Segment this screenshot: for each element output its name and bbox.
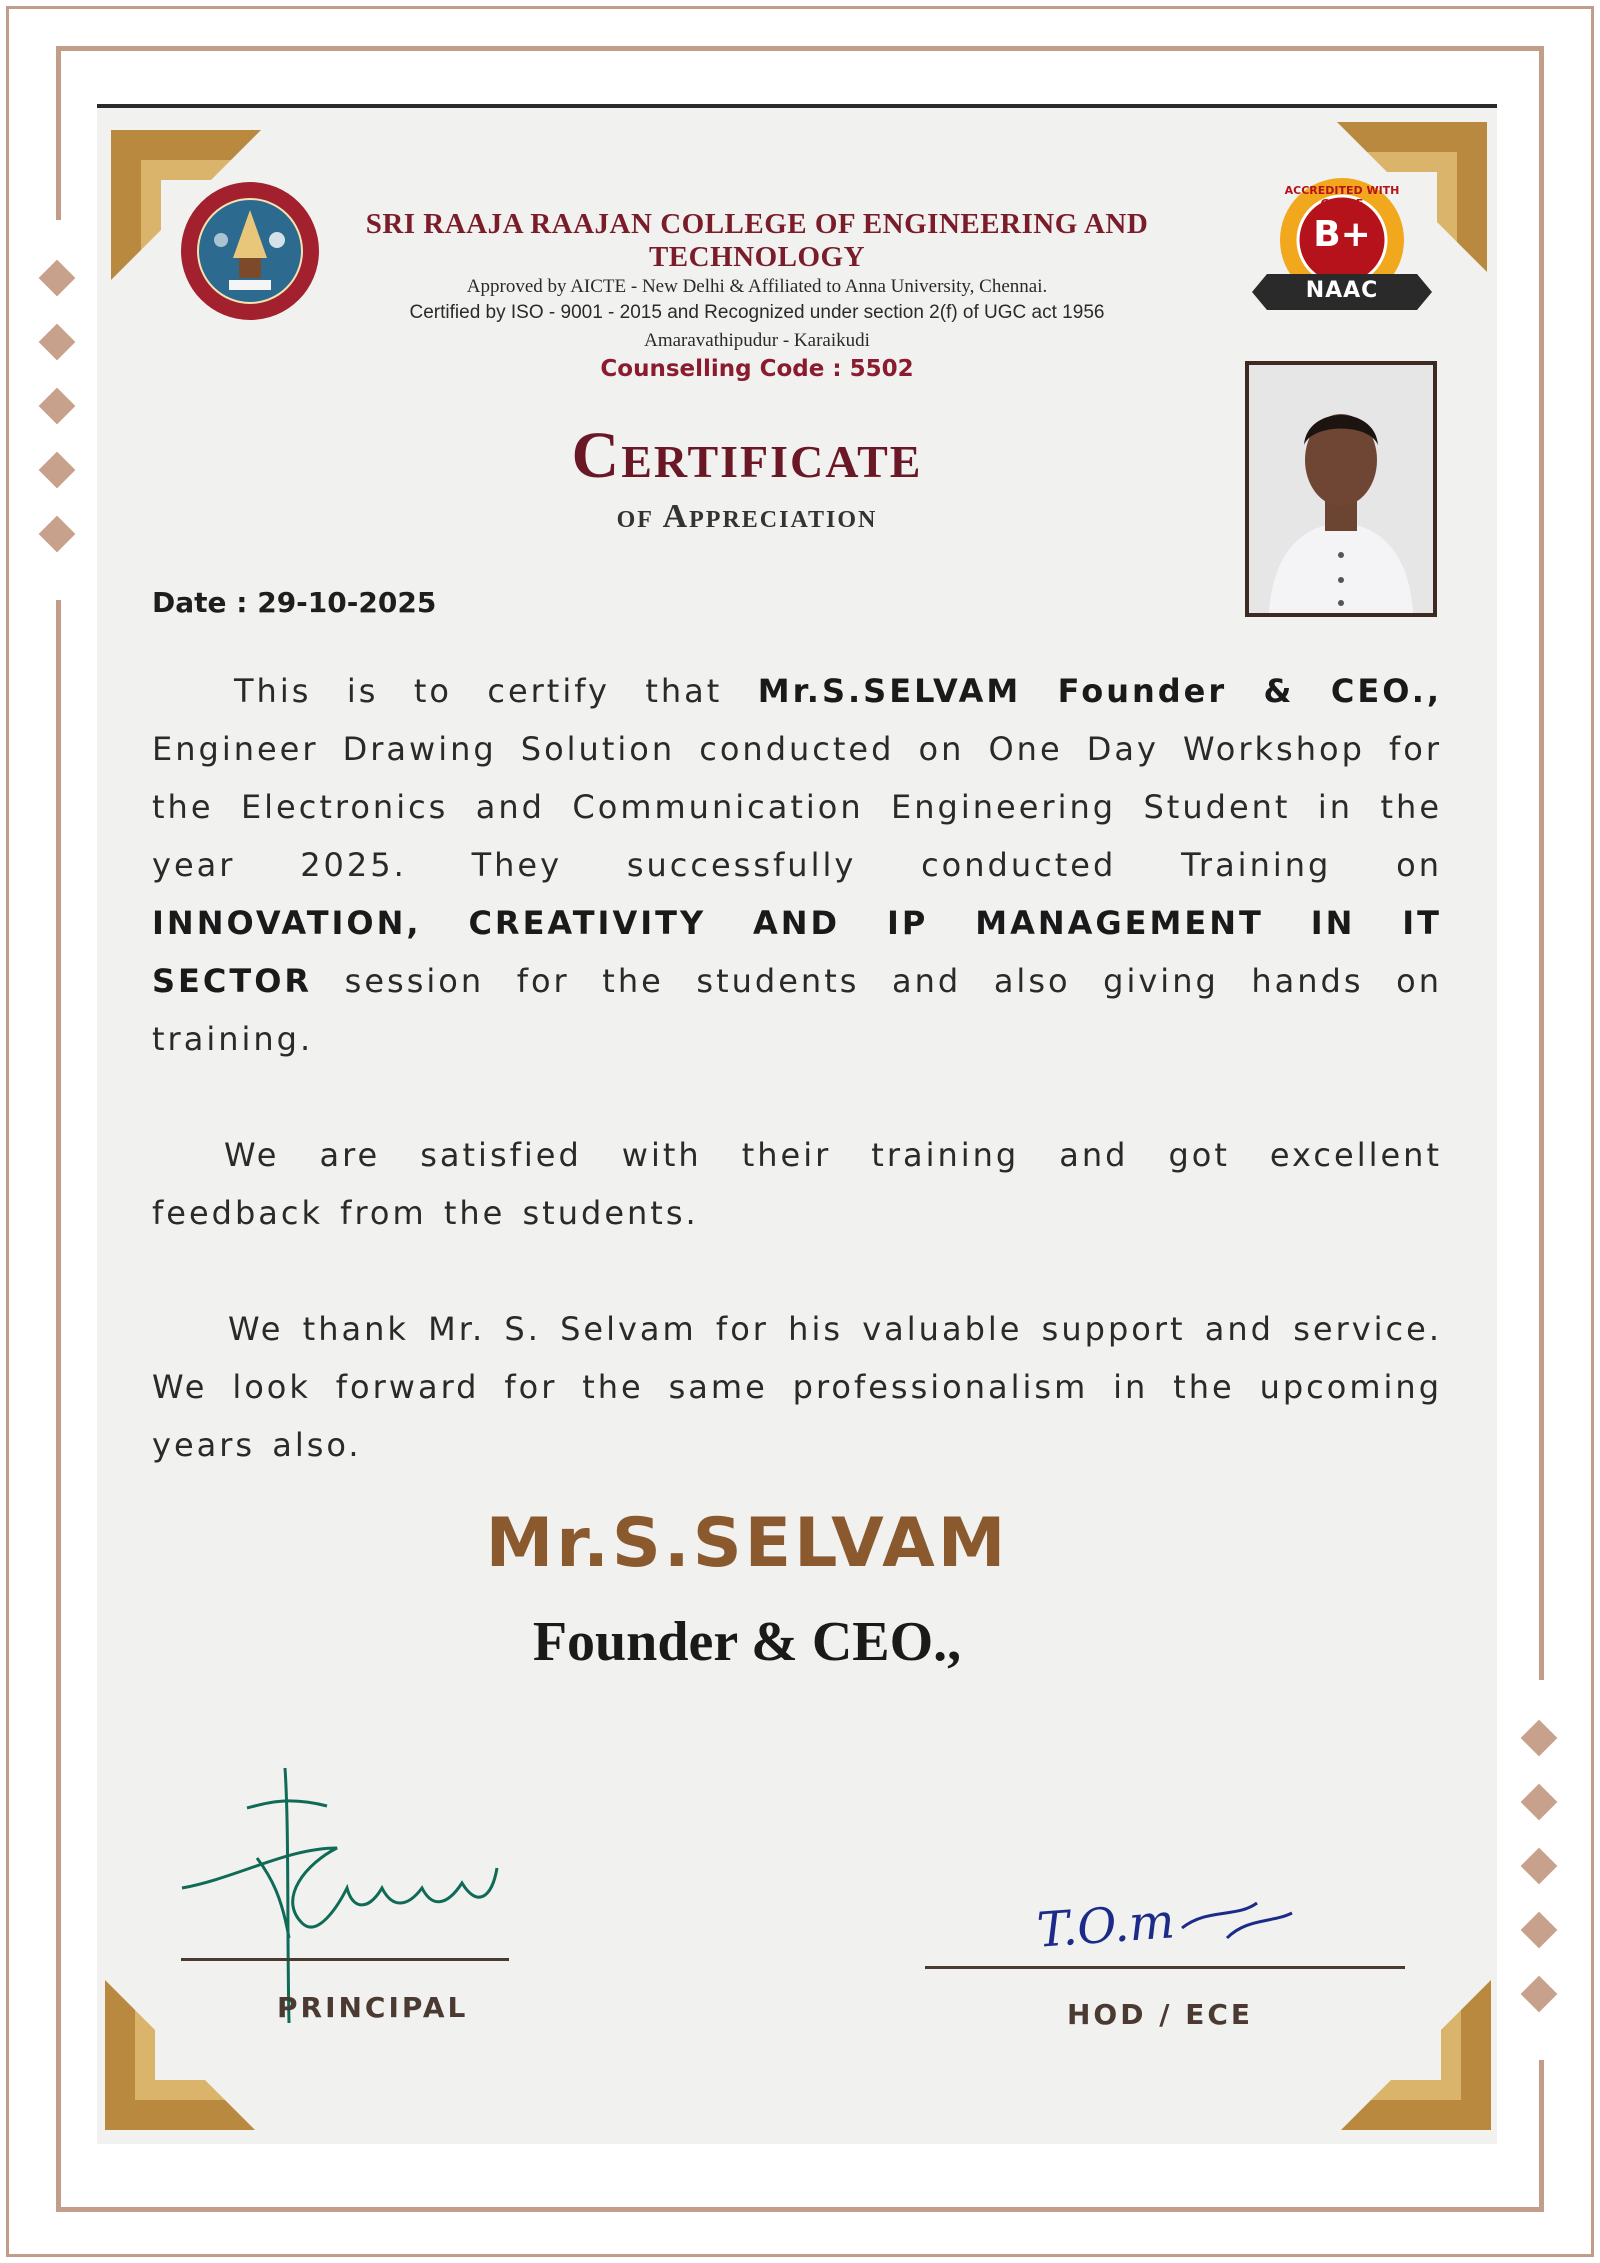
body-highlight-topic: INNOVATION, CREATIVITY AND IP MANAGEMENT IN IT SECTOR [152, 904, 1442, 1000]
signatory-name: Mr.S.SELVAM [485, 1504, 1009, 1583]
certificate-paper [97, 104, 1497, 2144]
person-photo-icon [1245, 361, 1437, 617]
body-paragraph-2: We are satisfied with their training and got excellent feedback from the students. [152, 1136, 1442, 1232]
principal-signature-line [181, 1958, 509, 1961]
college-emblem-icon [179, 180, 321, 322]
college-certification: Certified by ISO - 9001 - 2015 and Recognized under section 2(f) of UGC act 1956 [409, 302, 1105, 323]
body-highlight-name: Mr.S.SELVAM Founder & CEO., [757, 672, 1443, 710]
hod-signature-line [925, 1966, 1405, 1969]
college-location: Amaravathipudur - Karaikudi [644, 330, 870, 351]
naac-badge-icon [1247, 174, 1437, 324]
body-paragraph-3: We thank Mr. S. Selvam for his valuable support and service. We look forward for the same professionalism in the upcoming years also. [152, 1310, 1442, 1464]
naac-grade: B+ [1313, 214, 1371, 255]
hod-label: HOD / ECE [1067, 1998, 1254, 2031]
body-text: Engineer Drawing Solution conducted on One Day Workshop for the Electronics and Communication Engineering Student in the year 2025. They successfully conducted Training on [152, 730, 1442, 884]
certificate-date: Date : 29-10-2025 [152, 586, 437, 619]
certificate-title: Certificate [571, 419, 923, 492]
counselling-code: Counselling Code : 5502 [600, 356, 914, 382]
college-header [327, 208, 1187, 382]
corner-ornament-bottom-right [1341, 1980, 1491, 2130]
naac-arc-text: ACCREDITED WITH GRADE [1284, 184, 1400, 210]
college-approval: Approved by AICTE - New Delhi & Affiliated to Anna University, Chennai. [466, 276, 1048, 297]
naac-ribbon: NAAC [1305, 278, 1379, 303]
hod-signature: T.O.m [1035, 1893, 1177, 1959]
body-text: This is to certify that [234, 672, 758, 710]
body-text: session for the students and also giving hands on training. [152, 962, 1442, 1058]
signatory-title: Founder & CEO., [532, 1611, 962, 1673]
certificate-heading [397, 418, 1097, 536]
body-paragraph-1 [152, 662, 1442, 1068]
certificate-subtitle: of Appreciation [616, 498, 878, 535]
college-name: SRI RAAJA RAAJAN COLLEGE OF ENGINEERING AND TECHNOLOGY [365, 208, 1149, 273]
hod-signature-flourish [1177, 1888, 1297, 1948]
principal-label: PRINCIPAL [277, 1991, 469, 2024]
